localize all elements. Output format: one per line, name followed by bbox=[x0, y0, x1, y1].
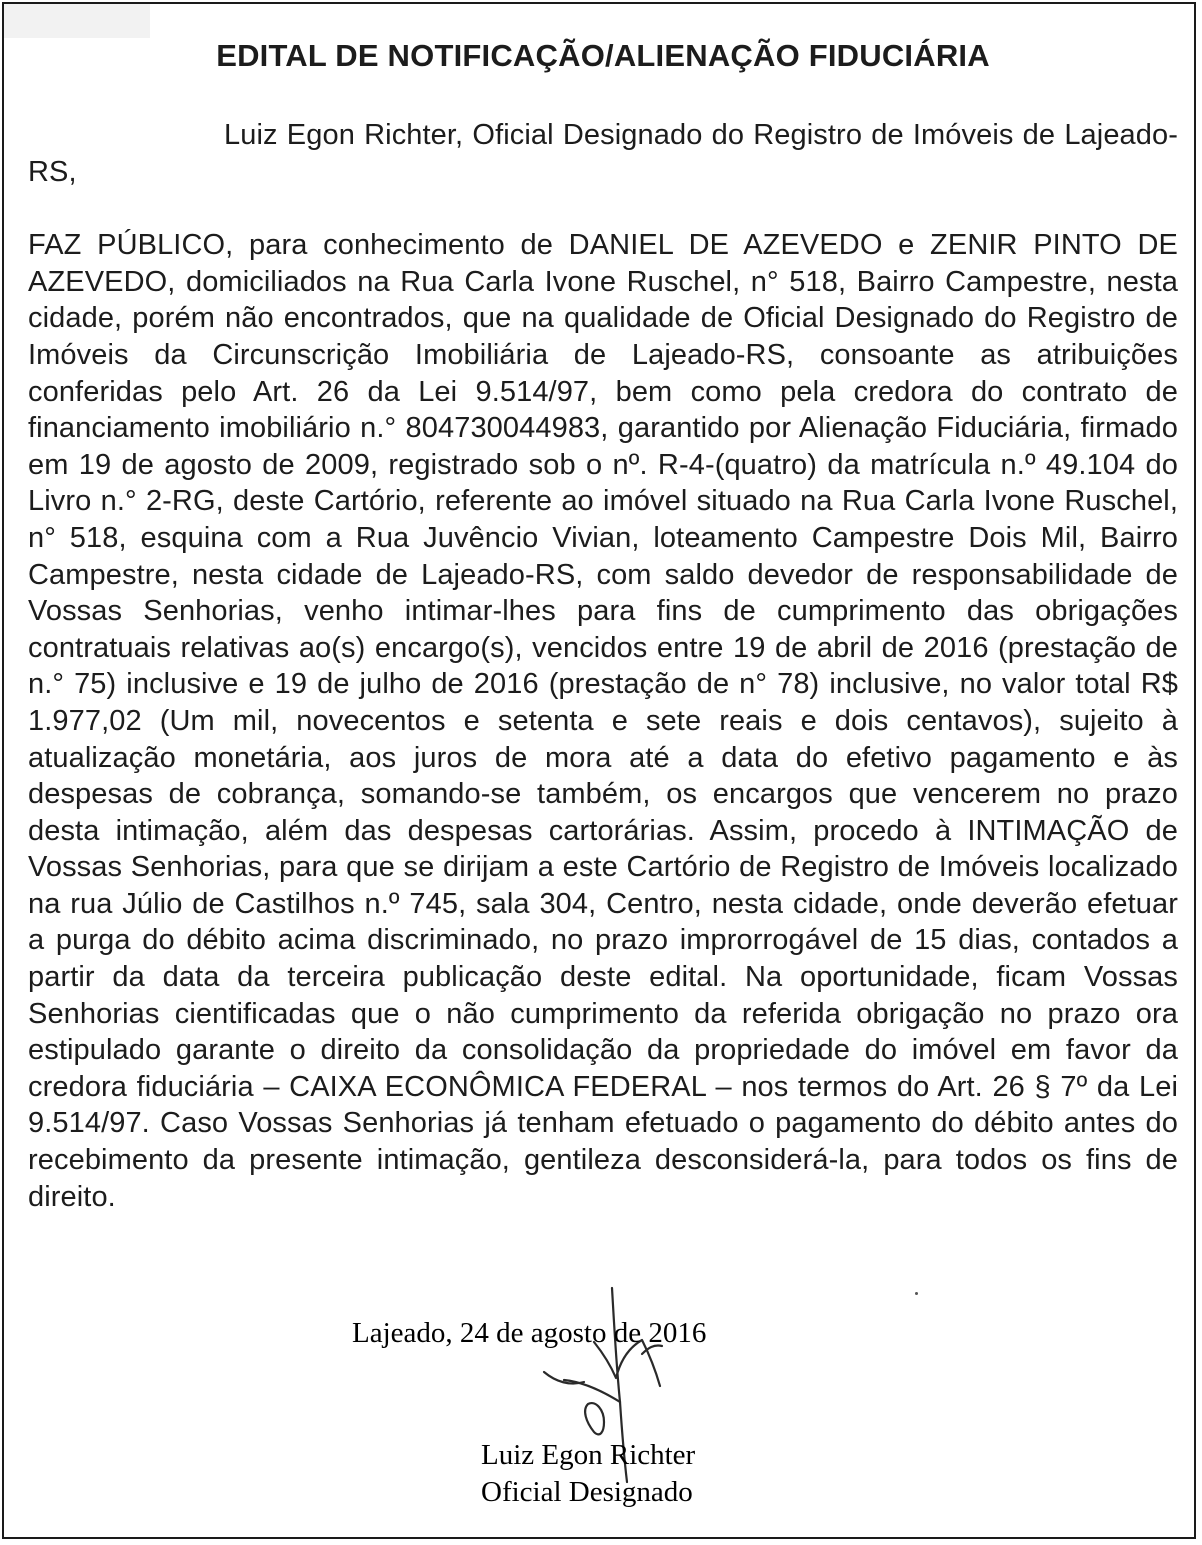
scan-speck bbox=[915, 1292, 918, 1295]
signature-block bbox=[481, 1437, 695, 1511]
body-paragraph: FAZ PÚBLICO, para conhecimento de DANIEL DE AZEVEDO e ZENIR PINTO DE AZEVEDO, domiciliados na Rua Carla Ivone Ruschel, n° 518, Bairro Campestre, nesta cidade, porém não encontrados, que na qualidade de Oficial Designado do Registro de Imóveis da Circunscrição Imobiliária de Lajeado-RS, consoante as atribuições conferidas pelo Art. 26 da Lei 9.514/97, bem como pela credora do contrato de financiamento imobiliário n.° 804730044983, garantido por Alienação Fiduciária, firmado em 19 de agosto de 2009, registrado sob o nº. R-4-(quatro) da matrícula n.º 49.104 do Livro n.° 2-RG, deste Cartório, referente ao imóvel situado na Rua Carla Ivone Ruschel, n° 518, esquina com a Rua Juvêncio Vivian, loteamento Campestre Dois Mil, Bairro Campestre, nesta cidade de Lajeado-RS, com saldo devedor de responsabilidade de Vossas Senhorias, venho intimar-lhes para fins de cumprimento das obrigações contratuais relativas ao(s) encargo(s), vencidos entre 19 de abril de 2016 (prestação de n.° 75) inclusive e 19 de julho de 2016 (prestação de n° 78) inclusive, no valor total R$ 1.977,02 (Um mil, novecentos e setenta e sete reais e dois centavos), sujeito à atualização monetária, aos juros de mora até a data do efetivo pagamento e às despesas de cobrança, somando-se também, os encargos que vencerem no prazo desta intimação, além das despesas cartorárias. Assim, procedo à INTIMAÇÃO de Vossas Senhorias, para que se dirijam a este Cartório de Registro de Imóveis localizado na rua Júlio de Castilhos n.º 745, sala 304, Centro, nesta cidade, onde deverão efetuar a purga do débito acima discriminado, no prazo improrrogável de 15 dias, contados a partir da data da terceira publicação deste edital. Na oportunidade, ficam Vossas Senhorias cientificadas que o não cumprimento da referida obrigação no prazo ora estipulado garante o direito da consolidação da propriedade do imóvel em favor da credora fiduciária – CAIXA ECONÔMICA FEDERAL – nos termos do Art. 26 § 7º da Lei 9.514/97. Caso Vossas Senhorias já tenham efetuado o pagamento do débito antes do recebimento da presente intimação, gentileza desconsiderá-la, para todos os fins de direito. bbox=[28, 229, 1178, 1213]
place-date: Lajeado, 24 de agosto de 2016 bbox=[352, 1317, 707, 1349]
document-title: EDITAL DE NOTIFICAÇÃO/ALIENAÇÃO FIDUCIÁRIA bbox=[216, 38, 990, 73]
scan-corner-patch bbox=[4, 4, 150, 38]
signer-name: Luiz Egon Richter bbox=[481, 1439, 696, 1471]
notice-document bbox=[28, 34, 1178, 1215]
notice-page bbox=[2, 2, 1196, 1539]
intro-paragraph: Luiz Egon Richter, Oficial Designado do Registro de Imóveis de Lajeado-RS, bbox=[28, 119, 1178, 188]
signer-role: Oficial Designado bbox=[481, 1476, 693, 1508]
